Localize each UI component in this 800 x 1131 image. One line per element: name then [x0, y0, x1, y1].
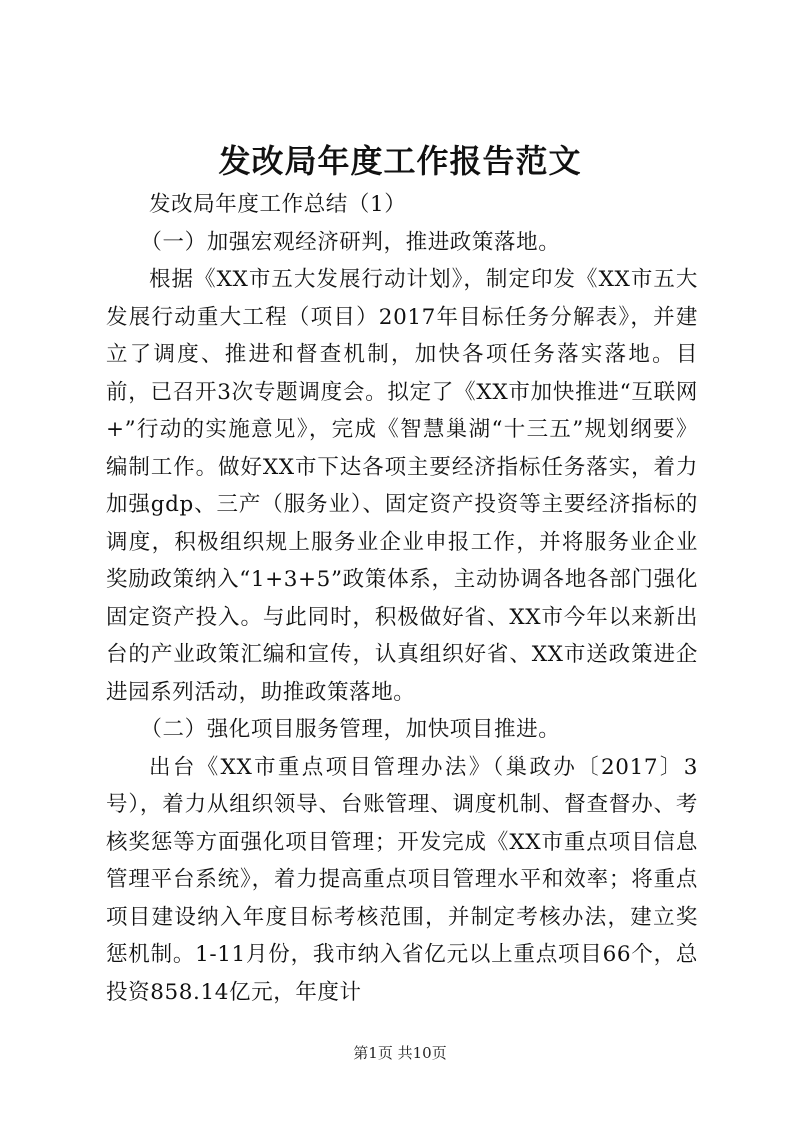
section-subtitle: 发改局年度工作总结（1） — [149, 192, 407, 217]
body-paragraph-2: 出台《XX市重点项目管理办法》（巢政办〔2017〕3号），着力从组织领导、台账管理、调度机制、督查督办、考核奖惩等方面强化项目管理；开发完成《XX市重点项目信息管理平台系统》，着力提高重点项目管理水平和效率；将重点项目建设纳入年度目标考核范围，并制定考核办法，建立奖惩机制。1-11月份，我市纳入省亿元以上重点项目66个，总投资858.14亿元，年度计 — [106, 754, 698, 1005]
document-body — [106, 186, 698, 1011]
section-heading-2: （二）强化项目服务管理，加快项目推进。 — [140, 717, 561, 742]
body-paragraph-1: 根据《XX市五大发展行动计划》，制定印发《XX市五大发展行动重大工程（项目）2017年目标任务分解表》，并建立了调度、推进和督查机制，加快各项任务落实落地。目前，已召开3次专题调度会。拟定了《XX市加快推进“互联网+”行动的实施意见》，完成《智慧巢湖“十三五”规划纲要》编制工作。做好XX市下达各项主要经济指标任务落实，着力加强gdp、三产（服务业）、固定资产投资等主要经济指标的调度，积极组织规上服务业企业申报工作，并将服务业企业奖励政策纳入“1+3+5”政策体系，主动协调各地各部门强化固定资产投入。与此同时，积极做好省、XX市今年以来新出台的产业政策汇编和宣传，认真组织好省、XX市送政策进企进园系列活动，助推政策落地。 — [106, 267, 698, 705]
section-heading-1: （一）加强宏观经济研判，推进政策落地。 — [140, 229, 561, 255]
page-footer: 第1页 共10页 — [353, 1044, 447, 1062]
document-title: 发改局年度工作报告范文 — [218, 142, 582, 180]
